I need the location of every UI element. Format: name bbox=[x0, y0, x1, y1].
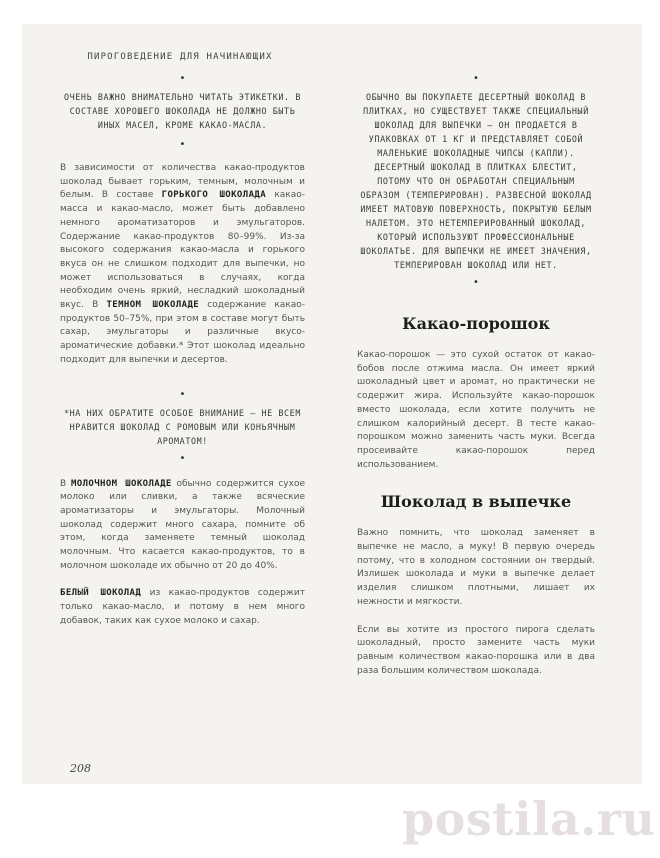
text-span: какао-масса и какао-масло, может быть добавлено немного ароматизаторов и эмульгаторов. Содержание какао-продуктов 80–99%. Из-за высокого содержания какао-масла и горького вкуса он не слишком подходит для выпечки, но может использоваться в случаях, когда необходим очень яркий, несладкий шоколадный вкус. В bbox=[60, 190, 305, 311]
right-column bbox=[357, 68, 595, 678]
text-span: содержание какао-продуктов 50–75%, при этом в составе могут быть сахар, эмульгаторы и различные вкусо-ароматические добавки.* Этот шоколад идеально подходит для выпечки и десертов. bbox=[60, 300, 305, 365]
heading-chocolate-in-baking: Шоколад в выпечке bbox=[380, 492, 572, 512]
paragraph-milk-chocolate bbox=[60, 478, 305, 574]
left-column bbox=[60, 68, 305, 629]
term-milk: МОЛОЧНОМ ШОКОЛАДЕ bbox=[70, 478, 172, 489]
paragraph-baking-2: Если вы хотите из простого пирога сделать шоколадный, просто замените часть муки равным количеством какао-порошка или в два раза большим количеством шоколада. bbox=[357, 624, 595, 676]
paragraph-cocoa-powder: Какао-порошок — это сухой остаток от какао-бобов после отжима масла. Он имеет яркий шоколадный цвет и аромат, но практически не содержит жира. Используйте какао-порошок вместо шоколада, если хотите получить не слишком калорийный десерт. В тесте какао-порошком можно заменить часть муки. Всегда просеивайте какао-порошок перед использованием. bbox=[357, 350, 595, 470]
running-header: ПИРОГОВЕДЕНИЕ ДЛЯ НАЧИНАЮЩИХ bbox=[87, 52, 273, 62]
term-dark: ТЕМНОМ ШОКОЛАДЕ bbox=[106, 300, 200, 311]
footnote-note: *НА НИХ ОБРАТИТЕ ОСОБОЕ ВНИМАНИЕ — НЕ ВСЕМ НРАВИТСЯ ШОКОЛАД С РОМОВЫМ ИЛИ КОНЬЯЧНЫМ АРОМАТОМ! bbox=[64, 407, 301, 446]
bullet-dot: • bbox=[179, 388, 186, 400]
text-span: В bbox=[60, 478, 71, 489]
heading-cocoa-powder: Какао-порошок bbox=[402, 314, 550, 333]
bullet-dot: • bbox=[179, 452, 186, 464]
label-note: ОЧЕНЬ ВАЖНО ВНИМАТЕЛЬНО ЧИТАТЬ ЭТИКЕТКИ. В СОСТАВЕ ХОРОШЕГО ШОКОЛАДА НЕ ДОЛЖНО БЫТЬ ИНЫХ МАСЕЛ, КРОМЕ КАКАО-МАСЛА. bbox=[64, 92, 301, 130]
bullet-dot: • bbox=[473, 277, 479, 288]
bullet-dot: • bbox=[179, 73, 186, 84]
baking-chocolate-note: ОБЫЧНО ВЫ ПОКУПАЕТЕ ДЕСЕРТНЫЙ ШОКОЛАД В ПЛИТКАХ, НО СУЩЕСТВУЕТ ТАКЖЕ СПЕЦИАЛЬНЫЙ ШОКОЛАД ДЛЯ ВЫПЕЧКИ — ОН ПРОДАЕТСЯ В УПАКОВКАХ ОТ 1 КГ И ПРЕДСТАВЛЯЕТ СОБОЙ МАЛЕНЬКИЕ ШОКОЛАДНЫЕ ЧИПСЫ (КАПЛИ). ДЕСЕРТНЫЙ ШОКОЛАД В ПЛИТКАХ БЛЕСТИТ, ПОТОМУ ЧТО ОН ОБРАБОТАН СПЕЦИАЛЬНЫМ ОБРАЗОМ (ТЕМПЕРИРОВАН). РАЗВЕСНОЙ ШОКОЛАД ИМЕЕТ МАТОВУЮ ПОВЕРХНОСТЬ, ПОКРЫТУЮ БЕЛЫМ НАЛЕТОМ. ЭТО НЕТЕМПЕРИРОВАННЫЙ ШОКОЛАД, КОТОРЫЙ ИСПОЛЬЗУЮТ ПРОФЕССИОНАЛЬНЫЕ ШОКОЛАТЬЕ. ДЛЯ ВЫПЕЧКИ НЕ ИМЕЕТ ЗНАЧЕНИЯ, ТЕМПЕРИРОВАН ШОКОЛАД ИЛИ НЕТ. bbox=[360, 92, 592, 270]
text-span: из какао-продуктов содержит только какао-масло, и потому в нем много добавок, таких как сухое молоко и сахар. bbox=[60, 588, 305, 626]
page-number: 208 bbox=[70, 762, 91, 775]
text-span: В зависимости от количества какао-продуктов шоколад бывает горьким, темным, молочным и белым. В составе bbox=[60, 163, 305, 201]
bullet-dot: • bbox=[179, 139, 186, 150]
bullet-dot: • bbox=[473, 73, 479, 84]
term-dark-bitter: ГОРЬКОГО ШОКОЛАДА bbox=[161, 190, 267, 201]
paragraph-chocolate-types bbox=[60, 162, 305, 368]
watermark-logo: postila.ru bbox=[402, 792, 656, 846]
paragraph-white-chocolate bbox=[60, 587, 305, 628]
paragraph-baking-1: Важно помнить, что шоколад заменяет в выпечке не масло, а муку! В первую очередь потому, что в холодном состоянии он твердый. Излишек шоколада и муки в выпечке делает изделия слишком плотными, лишает их нежности и мягкости. bbox=[357, 528, 595, 607]
term-white: БЕЛЫЙ ШОКОЛАД bbox=[60, 588, 142, 599]
text-span: обычно содержится сухое молоко или сливки, а также всяческие ароматизаторы и эмульгаторы. Молочный шоколад содержит много сахара, помните об этом, когда заменяете темный шоколад молочным. Что касается какао-продуктов, то в молочном шоколаде их обычно от 20 до 40%. bbox=[60, 478, 305, 571]
